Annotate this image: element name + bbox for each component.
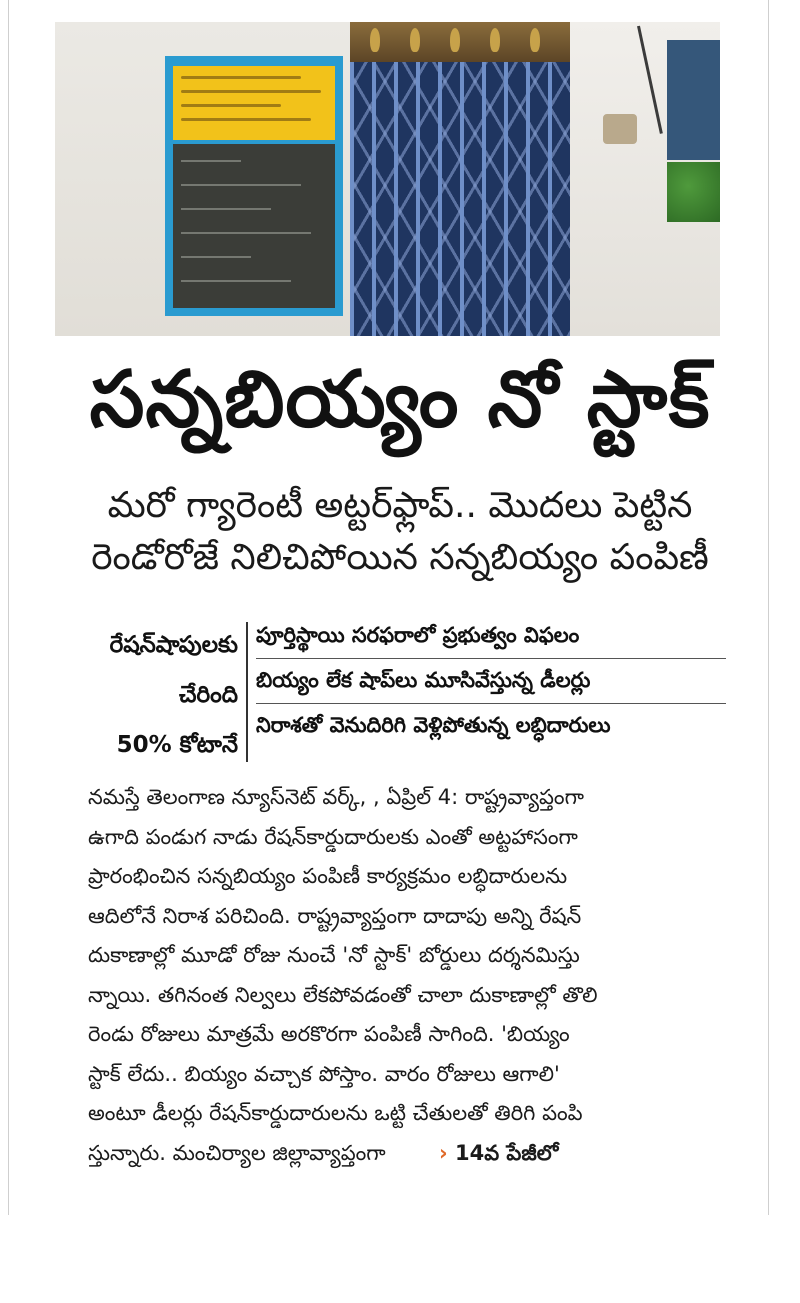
photo-shutter-gate [350,22,570,336]
side-quote-line-1: రేషన్‌షాపులకు [109,632,238,658]
bullet-point: పూర్తిస్థాయి సరఫరాలో ప్రభుత్వం విఫలం [256,614,726,659]
body-line: స్తున్నారు. మంచిర్యాల జిల్లావ్యాప్తంగా [88,1140,386,1165]
photo-switch-box [603,114,637,144]
body-line: ఉగాది పండుగ నాడు రేషన్‌కార్డుదారులకు ఎంతో అట్టహాసంగా [88,824,578,849]
chevron-right-icon: › [439,1140,448,1165]
body-line: ప్రారంభించిన సన్నబియ్యం పంపిణీ కార్యక్రమం లబ్ధిదారులను [88,864,568,888]
photo-notice-board-header [173,66,335,140]
body-line: స్టాక్ లేదు.. బియ్యం వచ్చాక పోస్తాం. వారం రోజులు ఆగాలి' [88,1061,560,1086]
side-quote [50,620,238,770]
subheadline [40,480,760,584]
body-line: రెండు రోజులు మాత్రమే అరకొరగా పంపిణీ సాగింది. 'బియ్యం [88,1022,570,1046]
column-rule-left [8,0,9,1215]
continuation-link[interactable] [439,1141,558,1165]
body-line: అంటూ డీలర్లు రేషన్‌కార్డుదారులను ఒట్టి చేతులతో తిరిగి పంపి [88,1101,583,1125]
headline: సన్నబియ్యం నో స్టాక్ [89,355,711,445]
body-line: నమస్తే తెలంగాణ న్యూస్‌నెట్ వర్క్, , ఏప్రిల్ 4: రాష్ట్రవ్యాప్తంగా [88,785,584,809]
continuation-label: 14వ పేజీలో [454,1140,559,1165]
bullet-points [256,614,726,748]
photo-window [667,40,720,160]
photo-plant [667,162,720,222]
body-line: ఆదిలోనే నిరాశ పరిచింది. రాష్ట్రవ్యాప్తంగా దాదాపు అన్ని రేషన్ [88,903,582,928]
subheadline-line-2: రెండోరోజే నిలిచిపోయిన సన్నబియ్యం పంపిణీ [91,537,709,578]
photo-gate-garland [350,22,570,62]
body-line: దుకాణాల్లో మూడో రోజు నుంచే 'నో స్టాక్' బోర్డులు దర్శనమిస్తు [88,943,580,967]
bullet-point: బియ్యం లేక షాప్‌లు మూసివేస్తున్న డీలర్లు [256,659,726,704]
column-rule-right [768,0,769,1215]
body-line: న్నాయి. తగినంత నిల్వలు లేకపోవడంతో చాలా దుకాణాల్లో తొలి [88,982,598,1007]
side-quote-line-3: 50% కోటానే [116,732,238,758]
photo-stock-board [173,144,335,308]
subheadline-line-1: మరో గ్యారెంటీ అట్టర్‌ఫ్లాప్.. మొదలు పెట్టిన [107,485,693,526]
article-body [88,778,748,1173]
bullet-point: నిరాశతో వెనుదిరిగి వెళ్లిపోతున్న లబ్ధిదారులు [256,713,611,737]
news-photo [55,22,720,336]
body-last-line [88,1134,748,1174]
side-quote-line-2: చేరింది [178,682,238,708]
quote-divider [246,622,248,762]
